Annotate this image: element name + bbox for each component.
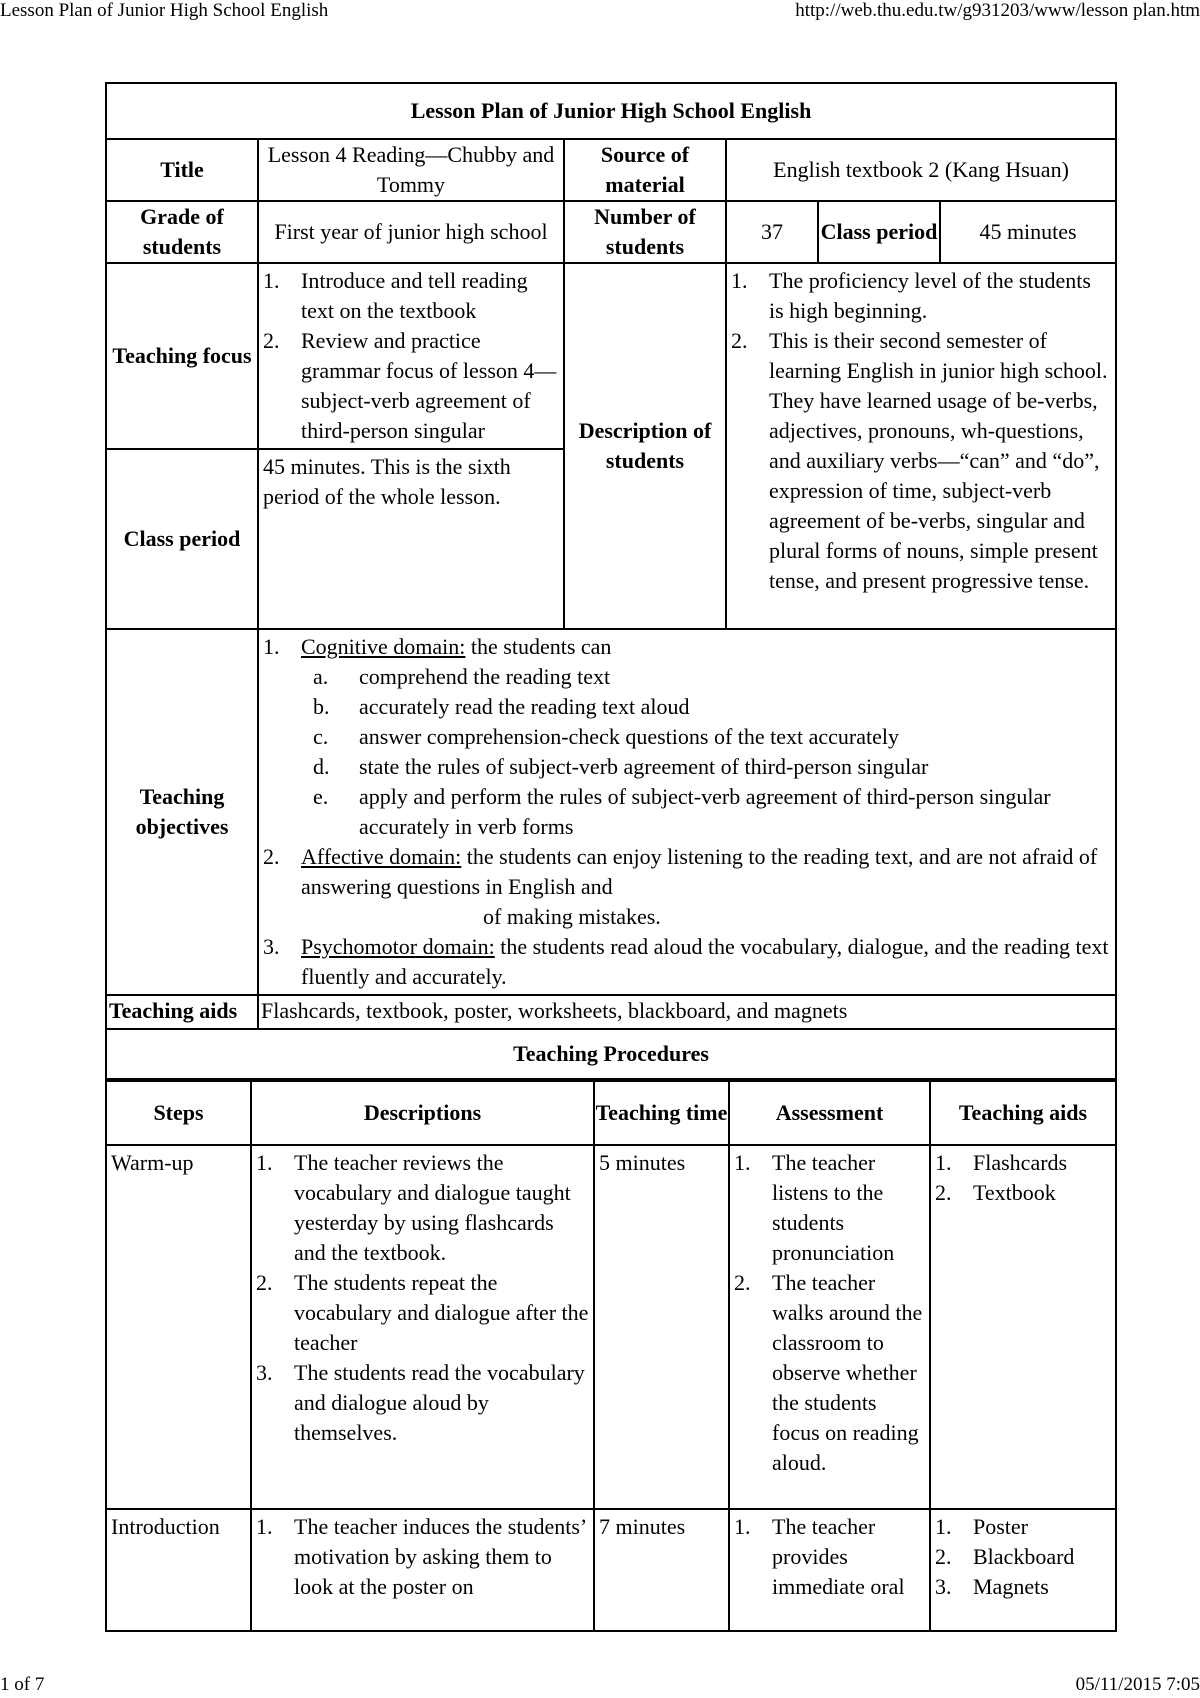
procedures-table [105,1080,1117,1632]
column-header-descriptions: Descriptions [251,1081,594,1145]
list-item: 1. Introduce and tell reading text on the textbook [263,268,528,323]
list-item: e. apply and perform the rules of subject-verb agreement of third-person singular accurately in verb forms [313,784,1051,839]
class-period-label: Class period [106,449,258,629]
print-header-title: Lesson Plan of Junior High School English [0,0,329,21]
list-item: c. answer comprehension-check questions of the text accurately [313,724,900,749]
title-value: Lesson 4 Reading—Chubby and Tommy [258,139,564,201]
list-item: 1. Poster [935,1514,1028,1539]
grade-value: First year of junior high school [258,201,564,263]
source-value: English textbook 2 (Kang Hsuan) [726,139,1116,201]
description-label: Description of students [564,263,726,629]
step-cell: Introduction [106,1509,251,1631]
column-header-time: Teaching time [594,1081,729,1145]
aids-cell [930,1509,1116,1631]
objective-psychomotor: 3. Psychomotor domain: the students read aloud the vocabulary, dialogue, and the reading text fluently and accurately. [263,934,1109,989]
teaching-focus-list [258,263,564,449]
number-label: Number of students [564,201,726,263]
list-item: 2. Textbook [935,1180,1056,1205]
teaching-objectives-label: Teaching objectives [106,629,258,995]
lesson-plan-heading: Lesson Plan of Junior High School English [106,83,1116,139]
list-item: 3. Magnets [935,1574,1049,1599]
list-item: 2. The teacher walks around the classroom to observe whether the students focus on reading aloud. [734,1270,923,1475]
source-label: Source of material [564,139,726,201]
list-item: 1. The teacher induces the students’ motivation by asking them to look at the poster on [256,1514,586,1599]
list-item: 1. The teacher provides immediate oral [734,1514,905,1599]
objective-affective: 2. Affective domain: the students can enjoy listening to the reading text, and are not afraid of answering questions in English and of making mistakes. [263,842,1111,932]
list-item: 1. Flashcards [935,1150,1068,1175]
time-cell: 7 minutes [594,1509,729,1631]
table-row [106,1509,1116,1631]
print-footer-datetime: 05/11/2015 7:05 [1075,1674,1200,1695]
list-item: 3. The students read the vocabulary and dialogue aloud by themselves. [256,1360,585,1445]
list-item: b. accurately read the reading text aloud [313,694,690,719]
column-header-assessment: Assessment [729,1081,930,1145]
procedures-heading: Teaching Procedures [106,1029,1116,1079]
class-period-short-value: 45 minutes [940,201,1116,263]
list-item: a. comprehend the reading text [313,664,611,689]
descriptions-cell [251,1509,594,1631]
objective-affective-continued: of making mistakes. [483,904,661,929]
list-item: 1. The teacher listens to the students pronunciation [734,1150,895,1265]
lesson-plan-table [105,82,1117,1080]
grade-label: Grade of students [106,201,258,263]
objective-cognitive: 1. Cognitive domain: the students can [263,634,612,659]
list-item: 2. Blackboard [935,1544,1075,1569]
time-cell: 5 minutes [594,1145,729,1509]
class-period-text: 45 minutes. This is the sixth period of the whole lesson. [258,449,564,629]
teaching-objectives-list [258,629,1116,995]
class-period-short-label: Class period [818,201,940,263]
aids-cell [930,1145,1116,1509]
assessment-cell [729,1509,930,1631]
step-cell: Warm-up [106,1145,251,1509]
list-item: d. state the rules of subject-verb agreement of third-person singular [313,754,929,779]
list-item: 1. The teacher reviews the vocabulary and dialogue taught yesterday by using flashcards and the textbook. [256,1150,571,1265]
list-item: 2. This is their second semester of learning English in junior high school. They have learned usage of be-verbs, adjectives, pronouns, wh-questions, and auxiliary verbs—“can” and “do”, expression of time, subject-verb agreement of be-verbs, singular and plural forms of nouns, simple present tense, and present progressive tense. [731,328,1108,593]
title-label: Title [106,139,258,201]
table-row [106,1145,1116,1509]
column-header-aids: Teaching aids [930,1081,1116,1145]
teaching-aids-label: Teaching aids [106,995,258,1029]
list-item: 2. The students repeat the vocabulary and dialogue after the teacher [256,1270,589,1355]
number-value: 37 [726,201,818,263]
description-list [726,263,1116,629]
descriptions-cell [251,1145,594,1509]
list-item: 2. Review and practice grammar focus of lesson 4—subject-verb agreement of third-person singular [263,328,557,443]
assessment-cell [729,1145,930,1509]
print-header-url: http://web.thu.edu.tw/g931203/www/lesson plan.htm [795,0,1200,21]
print-footer-page: 1 of 7 [0,1674,45,1695]
teaching-aids-value: Flashcards, textbook, poster, worksheets, blackboard, and magnets [258,995,1116,1029]
teaching-focus-label: Teaching focus [106,263,258,449]
list-item: 1. The proficiency level of the students is high beginning. [731,268,1091,323]
column-header-steps: Steps [106,1081,251,1145]
